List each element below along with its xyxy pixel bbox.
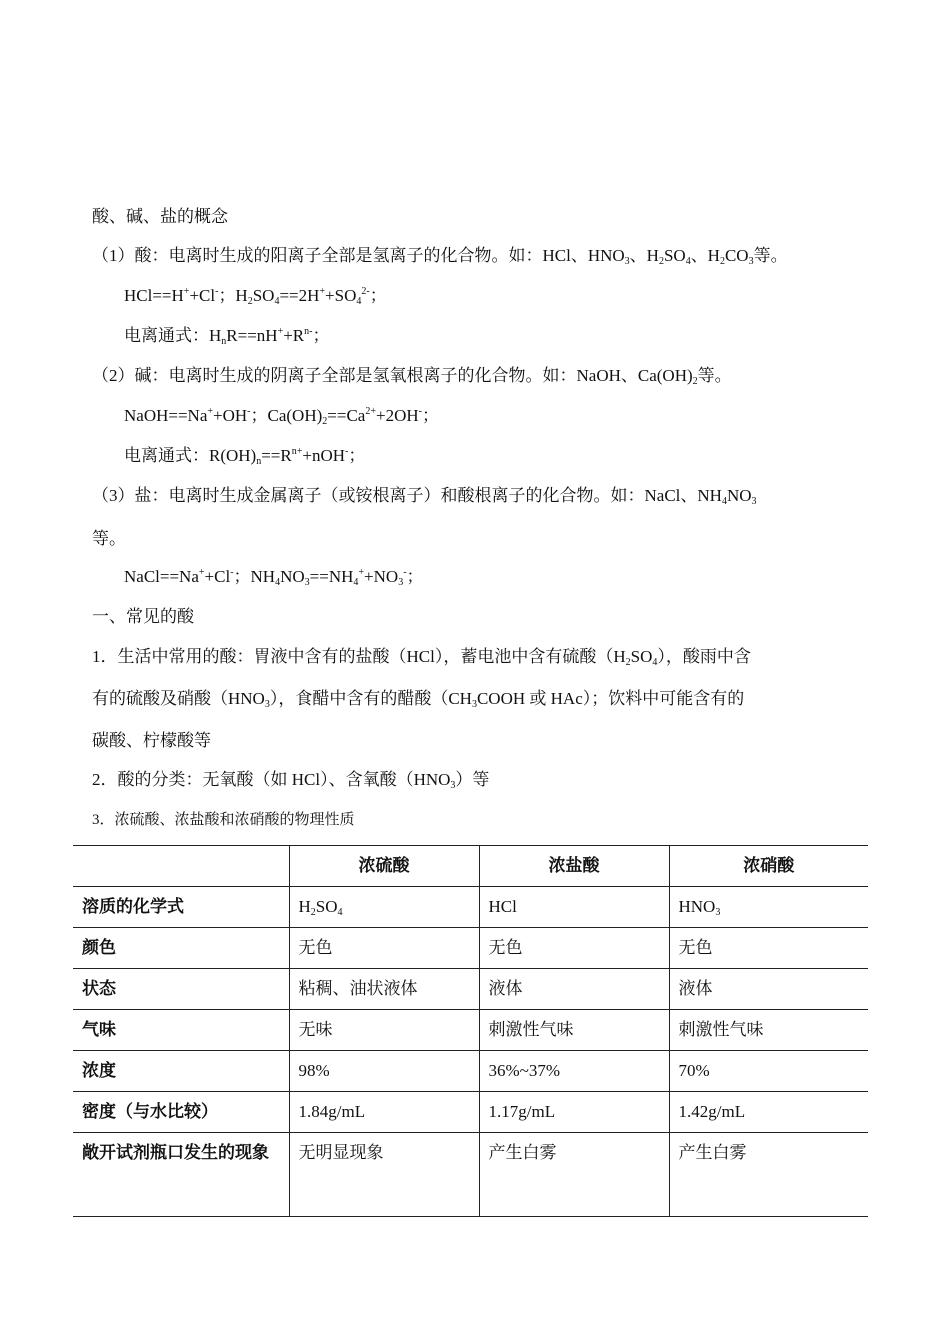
- row-label: 颜色: [73, 928, 289, 969]
- acid-definition: （1）酸：电离时生成的阳离子全部是氢离子的化合物。如：HCl、$HNO_3$、$H_2SO_4$、$H_2CO_3$等。: [92, 246, 788, 267]
- table-cell: 刺激性气味: [669, 1010, 868, 1051]
- table-header-cell: 浓硝酸: [669, 846, 868, 887]
- table-row: [73, 887, 868, 928]
- table-cell: HCl: [479, 887, 669, 928]
- table-row: [73, 928, 868, 969]
- row-label: 气味: [73, 1010, 289, 1051]
- row-label: 溶质的化学式: [73, 887, 289, 928]
- row-label: 密度（与水比较）: [73, 1092, 289, 1133]
- table-cell: $HNO_3$: [669, 887, 868, 928]
- table-cell: 液体: [479, 969, 669, 1010]
- table-cell: 刺激性气味: [479, 1010, 669, 1051]
- table-cell: 无味: [289, 1010, 479, 1051]
- table-cell: 粘稠、油状液体: [289, 969, 479, 1010]
- table-cell: 无色: [669, 928, 868, 969]
- concept-heading: 酸、碱、盐的概念: [92, 207, 228, 226]
- row-label: 浓度: [73, 1051, 289, 1092]
- table-cell: 70%: [669, 1051, 868, 1092]
- table-cell: 无色: [289, 928, 479, 969]
- paragraph-2: 2．酸的分类：无氧酸（如 HCl）、含氧酸$(HNO_3)$等: [92, 770, 490, 791]
- section-title: 一、常见的酸: [92, 607, 194, 626]
- table-cell: 产生白雾: [669, 1133, 868, 1217]
- paragraph-3: 3．浓硫酸、浓盐酸和浓硝酸的物理性质: [92, 812, 355, 828]
- table-row: [73, 969, 868, 1010]
- base-ionization-equations: NaOH==Na++OH-；$Ca(OH)_2==Ca^{2+}+2OH^-$；: [124, 406, 439, 427]
- paragraph-1-line-2: 有的硫酸及硝酸$(HNO_3)$，食醋中含有的醋酸（$CH_3COOH$ 或 HAc）；饮料中可能含有的: [92, 689, 745, 710]
- acid-ionization-equations: HCl==H++Cl-；$H_2SO_4==2H^++SO_4^{2-}$；: [124, 286, 387, 307]
- paragraph-1-line-3: 碳酸、柠檬酸等: [92, 731, 211, 750]
- table-cell: 36%~37%: [479, 1051, 669, 1092]
- table-cell: 1.84g/mL: [289, 1092, 479, 1133]
- table-cell: 产生白雾: [479, 1133, 669, 1217]
- table-cell: $H_2SO_4$: [289, 887, 479, 928]
- table-header-row: [73, 846, 868, 887]
- table-row: [73, 1010, 868, 1051]
- row-label: 状态: [73, 969, 289, 1010]
- salt-ionization-equations: NaCl==Na++Cl-；$NH_4NO_3==NH_4^++NO_3^-$；: [124, 567, 424, 588]
- base-definition: （2）碱：电离时生成的阴离子全部是氢氧根离子的化合物。如：NaOH、$Ca(OH)_2$等。: [92, 366, 732, 387]
- table-header-cell: [73, 846, 289, 887]
- table-header-cell: 浓硫酸: [289, 846, 479, 887]
- row-label: 敞开试剂瓶口发生的现象: [73, 1133, 289, 1217]
- acid-general-formula: 电离通式：$H_nR==nH^++R^{n-}$；: [124, 326, 330, 347]
- table-cell: 无明显现象: [289, 1133, 479, 1217]
- table-row: [73, 1133, 868, 1217]
- paragraph-1-line-1: 1．生活中常用的酸：胃液中含有的盐酸（HCl），蓄电池中含有硫酸$(H_2SO_4)$，酸雨中含: [92, 647, 751, 668]
- table-row: [73, 1051, 868, 1092]
- table-cell: 1.42g/mL: [669, 1092, 868, 1133]
- salt-definition: （3）盐：电离时生成金属离子（或铵根离子）和酸根离子的化合物。如：NaCl、$NH_4NO_3$: [92, 486, 757, 507]
- base-general-formula: 电离通式：$R(OH)_n==R^{n+}+nOH^-$；: [124, 446, 366, 467]
- acid-properties-table: [73, 845, 868, 1217]
- table-row: [73, 1092, 868, 1133]
- table-header-cell: 浓盐酸: [479, 846, 669, 887]
- table-cell: 1.17g/mL: [479, 1092, 669, 1133]
- table-cell: 无色: [479, 928, 669, 969]
- table-cell: 液体: [669, 969, 868, 1010]
- salt-definition-continued: 等。: [92, 529, 126, 548]
- table-cell: 98%: [289, 1051, 479, 1092]
